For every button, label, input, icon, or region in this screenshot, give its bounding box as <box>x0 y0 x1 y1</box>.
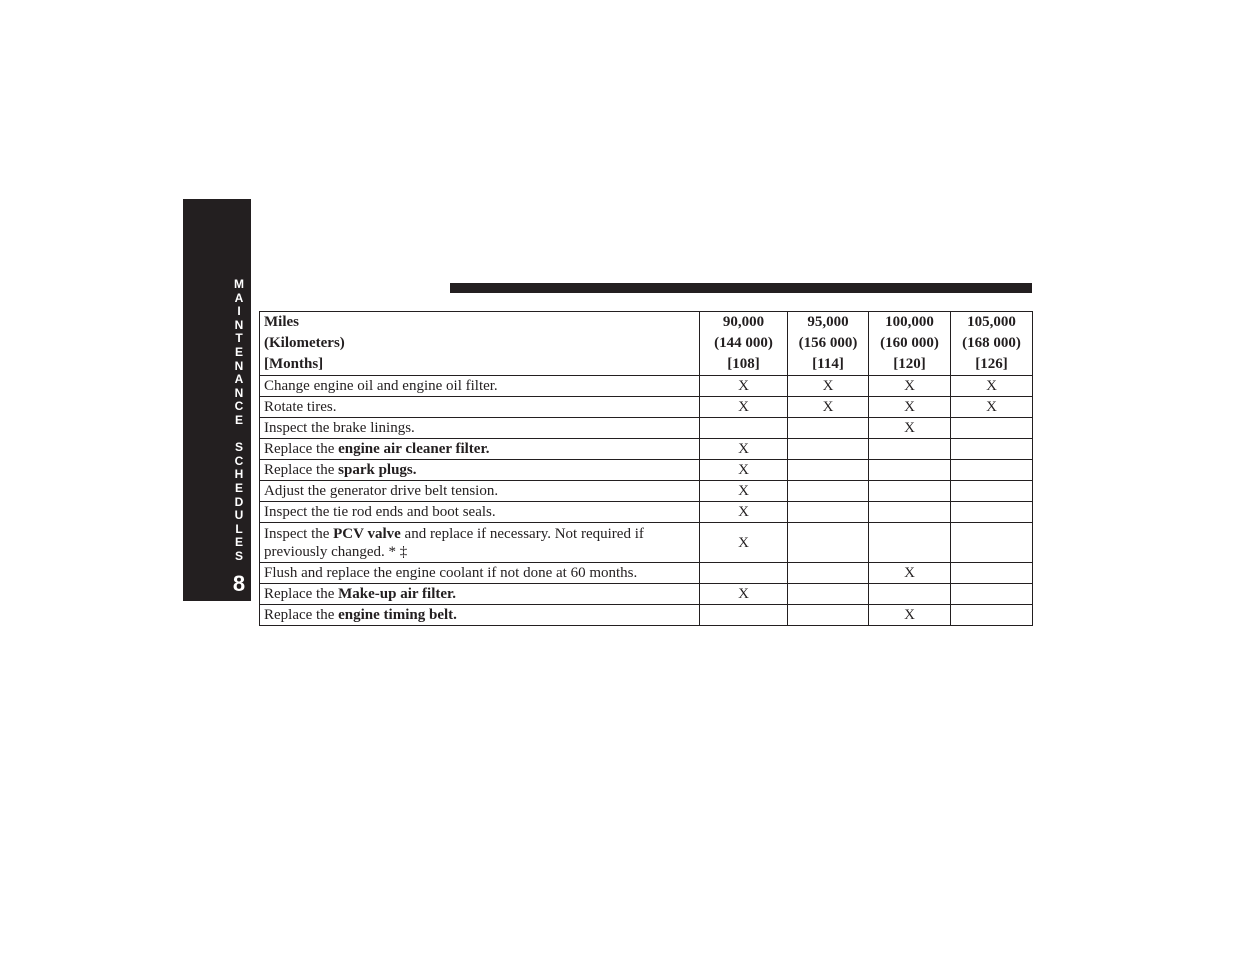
service-item-cell <box>260 605 700 626</box>
side-tab-letter: S <box>234 440 243 455</box>
side-tab-letter: A <box>234 372 244 387</box>
service-mark-cell <box>869 523 951 563</box>
service-item-text: Flush and replace the engine coolant if not done at 60 months. <box>264 565 638 581</box>
table-row <box>260 460 1033 481</box>
side-tab-letter: E <box>234 480 243 495</box>
service-item-emphasis: spark plugs. <box>338 462 417 478</box>
side-tab-letter: U <box>234 508 244 523</box>
service-mark-cell <box>869 439 951 460</box>
side-tab-letter: E <box>234 535 243 550</box>
interval-miles: 100,000 <box>885 314 934 330</box>
interval-km: (144 000) <box>714 335 773 351</box>
service-item-cell <box>260 584 700 605</box>
service-mark-cell <box>869 584 951 605</box>
service-mark-cell <box>788 502 869 523</box>
side-tab-letter: N <box>234 317 244 332</box>
table-row <box>260 481 1033 502</box>
interval-km: (168 000) <box>962 335 1021 351</box>
service-mark-cell: X <box>700 481 788 502</box>
service-mark-cell: X <box>951 397 1033 418</box>
side-tab-letter: A <box>234 290 244 305</box>
service-mark-cell <box>951 584 1033 605</box>
side-tab-letter: H <box>234 467 244 482</box>
interval-column-header <box>869 312 951 376</box>
service-mark-cell <box>951 460 1033 481</box>
service-item-cell <box>260 523 700 563</box>
service-mark-cell <box>788 605 869 626</box>
service-item-cell <box>260 563 700 584</box>
service-mark-cell <box>951 605 1033 626</box>
service-item-emphasis: PCV valve <box>333 525 401 542</box>
side-tab-letter: I <box>237 304 241 319</box>
service-item-emphasis: engine timing belt. <box>338 607 457 623</box>
service-mark-cell <box>788 439 869 460</box>
service-mark-cell <box>700 563 788 584</box>
interval-miles: 95,000 <box>807 314 849 330</box>
interval-miles: 105,000 <box>967 314 1016 330</box>
section-number: 8 <box>232 571 246 596</box>
maintenance-schedule-table <box>259 311 1033 626</box>
side-tab-letter: S <box>234 548 243 563</box>
table-row <box>260 397 1033 418</box>
service-item-text: Replace the <box>264 462 339 478</box>
months-label: [Months] <box>264 356 324 372</box>
service-mark-cell <box>951 481 1033 502</box>
side-tab-letter: E <box>234 344 243 359</box>
service-item-cell <box>260 502 700 523</box>
interval-label-cell <box>260 312 700 376</box>
service-mark-cell: X <box>869 376 951 397</box>
service-item-text: Replace the <box>264 586 339 602</box>
header-rule <box>450 283 1032 293</box>
table-row <box>260 376 1033 397</box>
service-mark-cell: X <box>700 523 788 563</box>
service-mark-cell <box>951 418 1033 439</box>
service-item-cell <box>260 418 700 439</box>
service-mark-cell: X <box>700 460 788 481</box>
service-mark-cell: X <box>700 584 788 605</box>
table-row <box>260 605 1033 626</box>
service-mark-cell: X <box>869 397 951 418</box>
side-tab-letter: E <box>234 412 243 427</box>
service-mark-cell <box>788 481 869 502</box>
table-row <box>260 439 1033 460</box>
side-tab-letter: T <box>235 331 243 346</box>
interval-months: [126] <box>975 356 1008 372</box>
service-item-cell <box>260 460 700 481</box>
service-mark-cell: X <box>700 439 788 460</box>
service-item-text: Change engine oil and engine oil filter. <box>264 378 498 394</box>
side-tab-letter: C <box>234 453 244 468</box>
service-mark-cell <box>700 418 788 439</box>
service-mark-cell <box>869 481 951 502</box>
service-mark-cell: X <box>869 418 951 439</box>
service-mark-cell: X <box>700 502 788 523</box>
table-row <box>260 502 1033 523</box>
service-mark-cell <box>869 502 951 523</box>
service-item-emphasis: engine air cleaner filter. <box>338 441 490 457</box>
table-row <box>260 563 1033 584</box>
kilometers-label: (Kilometers) <box>264 335 345 351</box>
service-item-text: Replace the <box>264 607 339 623</box>
interval-km: (156 000) <box>798 335 858 351</box>
service-item-text: and replace if necessary. Not required if previously changed. * ‡ <box>264 525 644 560</box>
service-item-cell <box>260 439 700 460</box>
service-mark-cell <box>951 502 1033 523</box>
service-item-cell <box>260 481 700 502</box>
service-mark-cell: X <box>869 605 951 626</box>
service-mark-cell <box>788 418 869 439</box>
service-mark-cell <box>951 523 1033 563</box>
interval-column-header <box>788 312 869 376</box>
table-row <box>260 523 1033 563</box>
service-mark-cell: X <box>788 376 869 397</box>
service-mark-cell: X <box>788 397 869 418</box>
service-mark-cell <box>869 460 951 481</box>
service-mark-cell: X <box>951 376 1033 397</box>
table-row <box>260 584 1033 605</box>
service-mark-cell: X <box>869 563 951 584</box>
side-tab-letter: M <box>234 277 244 291</box>
service-item-cell <box>260 376 700 397</box>
table-header-row <box>260 312 1033 376</box>
side-tab-letter: N <box>234 358 244 373</box>
service-item-text: Replace the <box>264 441 339 457</box>
service-item-text: Inspect the <box>264 525 334 542</box>
service-mark-cell: X <box>700 397 788 418</box>
service-mark-cell <box>788 523 869 563</box>
service-item-cell <box>260 397 700 418</box>
interval-column-header <box>700 312 788 376</box>
service-mark-cell <box>951 563 1033 584</box>
service-mark-cell <box>788 460 869 481</box>
interval-months: [114] <box>812 356 844 372</box>
service-item-text: Inspect the brake linings. <box>264 420 415 436</box>
service-item-text: Rotate tires. <box>264 399 337 415</box>
side-tab-letter: N <box>234 385 244 400</box>
service-item-text: Inspect the tie rod ends and boot seals. <box>264 504 496 520</box>
service-mark-cell <box>788 563 869 584</box>
interval-months: [120] <box>893 356 926 372</box>
service-mark-cell <box>951 439 1033 460</box>
table-row <box>260 418 1033 439</box>
service-mark-cell: X <box>700 376 788 397</box>
miles-label: Miles <box>264 314 299 330</box>
side-tab-letter: D <box>234 494 244 509</box>
side-tab-letter <box>229 428 249 442</box>
service-mark-cell <box>700 605 788 626</box>
service-item-text: Adjust the generator drive belt tension. <box>264 483 499 499</box>
interval-miles: 90,000 <box>722 314 765 330</box>
service-mark-cell <box>788 584 869 605</box>
side-tab-letter: C <box>234 399 244 414</box>
side-tab-letter: L <box>235 521 243 536</box>
interval-km: (160 000) <box>880 335 939 351</box>
service-item-emphasis: Make-up air filter. <box>338 586 457 602</box>
interval-months: [108] <box>727 356 760 372</box>
section-title-vertical <box>229 278 249 563</box>
interval-column-header <box>951 312 1033 376</box>
